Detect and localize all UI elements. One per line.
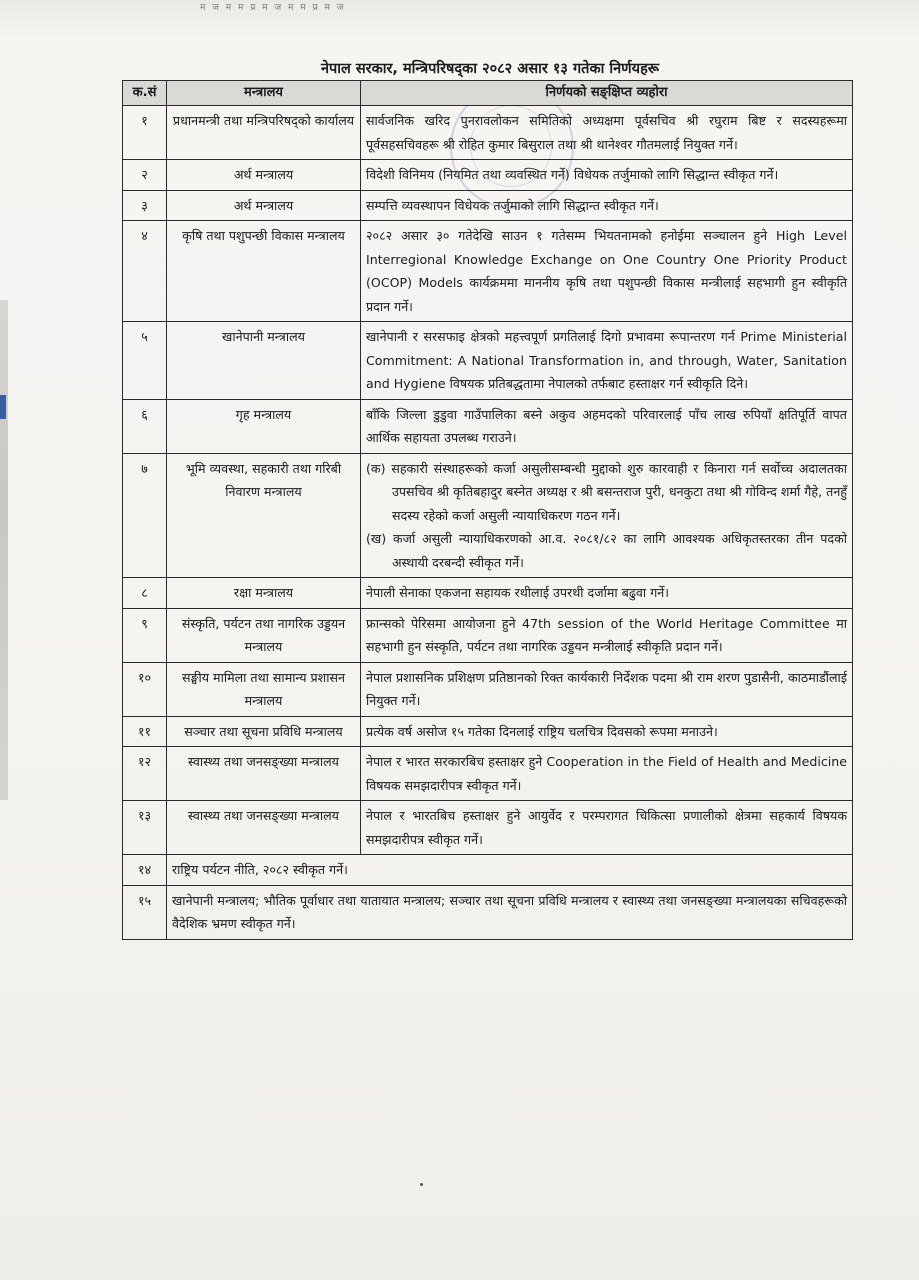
row-decision: नेपाल र भारत सरकारबिच हस्ताक्षर हुने Cooperation in the Field of Health and Medicine विषयक समझदारीपत्र स्वीकृत गर्ने। <box>361 747 853 801</box>
table-row <box>123 716 853 747</box>
row-sn: १ <box>123 106 167 160</box>
row-ministry: स्वास्थ्य तथा जनसङ्ख्या मन्त्रालय <box>167 801 361 855</box>
table-row <box>123 747 853 801</box>
row-ministry: कृषि तथा पशुपन्छी विकास मन्त्रालय <box>167 221 361 322</box>
row-decision: खानेपानी मन्त्रालय; भौतिक पूर्वाधार तथा यातायात मन्त्रालय; सञ्चार तथा सूचना प्रविधि मन्त्रालय र स्वास्थ्य तथा जनसङ्ख्या मन्त्रालयका सचिवहरूको वैदेशिक भ्रमण स्वीकृत गर्ने। <box>167 885 853 939</box>
table-row <box>123 221 853 322</box>
row-decision: नेपाली सेनाका एकजना सहायक रथीलाई उपरथी दर्जामा बढुवा गर्ने। <box>361 578 853 609</box>
row-sn: ११ <box>123 716 167 747</box>
row-sn: १३ <box>123 801 167 855</box>
row-ministry: प्रधानमन्त्री तथा मन्त्रिपरिषद्को कार्यालय <box>167 106 361 160</box>
row-sn: ७ <box>123 453 167 578</box>
row-ministry: भूमि व्यवस्था, सहकारी तथा गरिबी निवारण मन्त्रालय <box>167 453 361 578</box>
row-ministry: खानेपानी मन्त्रालय <box>167 322 361 400</box>
row-decision: खानेपानी र सरसफाइ क्षेत्रको महत्त्वपूर्ण प्रगतिलाई दिगो प्रभावमा रूपान्तरण गर्न Prime Ministerial Commitment: A National Transformation in, and through, Water, Sanitation and Hygiene विषयक प्रतिबद्धतामा नेपालको तर्फबाट हस्ताक्षर गर्न स्वीकृति दिने। <box>361 322 853 400</box>
bleed-through-text: म ज म म प्र म ज म म प्र म ज <box>200 3 346 13</box>
row-decision: प्रत्येक वर्ष असोज १५ गतेका दिनलाई राष्ट्रिय चलचित्र दिवसको रूपमा मनाउने। <box>361 716 853 747</box>
table-row <box>123 662 853 716</box>
row-decision: बाँकि जिल्ला डुडुवा गाउँपालिका बस्ने अकुव अहमदको परिवारलाई पाँच लाख रुपियाँ क्षतिपूर्ति वापत आर्थिक सहायता उपलब्ध गराउने। <box>361 399 853 453</box>
decision-subitem-a: (क) सहकारी संस्थाहरूको कर्जा असुलीसम्बन्धी मुद्दाको शुरु कारवाही र किनारा गर्न सर्वोच्च अदालतका उपसचिव श्री कृतिबहादुर बस्नेत अध्यक्ष र श्री बसन्तराज पुरी, धनकुटा तथा श्री गोविन्द शर्मा गैहे, तनहुँ सदस्य रहेको कर्जा असुली न्यायाधिकरण गठन गर्ने। <box>366 460 847 523</box>
row-sn: ९ <box>123 608 167 662</box>
row-decision: फ्रान्सको पेरिसमा आयोजना हुने 47th session of the World Heritage Committee मा सहभागी हुन संस्कृति, पर्यटन तथा नागरिक उड्डयन मन्त्रीलाई स्वीकृति प्रदान गर्ने। <box>361 608 853 662</box>
row-decision: नेपाल र भारतबिच हस्ताक्षर हुने आयुर्वेद र परम्परागत चिकित्सा प्रणालीको क्षेत्रमा सहकार्य विषयक समझदारीपत्र स्वीकृत गर्ने। <box>361 801 853 855</box>
table-row <box>123 855 853 886</box>
table-row <box>123 885 853 939</box>
row-sn: ८ <box>123 578 167 609</box>
table-header-row <box>123 81 853 106</box>
row-ministry: गृह मन्त्रालय <box>167 399 361 453</box>
table-row <box>123 801 853 855</box>
row-sn: ६ <box>123 399 167 453</box>
row-ministry: सञ्चार तथा सूचना प्रविधि मन्त्रालय <box>167 716 361 747</box>
row-sn: १५ <box>123 885 167 939</box>
row-sn: १० <box>123 662 167 716</box>
table-row <box>123 190 853 221</box>
table-row <box>123 106 853 160</box>
row-sn: १४ <box>123 855 167 886</box>
row-ministry: स्वास्थ्य तथा जनसङ्ख्या मन्त्रालय <box>167 747 361 801</box>
row-ministry: रक्षा मन्त्रालय <box>167 578 361 609</box>
header-decision: निर्णयको सङ्क्षिप्त व्यहोरा <box>361 81 853 106</box>
row-sn: ३ <box>123 190 167 221</box>
header-sn: क.सं <box>123 81 167 106</box>
row-sn: १२ <box>123 747 167 801</box>
row-ministry: सङ्घीय मामिला तथा सामान्य प्रशासन मन्त्रालय <box>167 662 361 716</box>
row-decision: २०८२ असार ३० गतेदेखि साउन १ गतेसम्म भियतनामको हनोईमा सञ्चालन हुने High Level Interregional Knowledge Exchange on One Country One Priority Product (OCOP) Models कार्यक्रममा माननीय कृषि तथा पशुपन्छी विकास मन्त्रीलाई सहभागी हुन स्वीकृति प्रदान गर्ने। <box>361 221 853 322</box>
row-sn: २ <box>123 160 167 191</box>
row-decision <box>361 453 853 578</box>
paper-speck <box>420 1183 423 1186</box>
edge-mark <box>0 395 6 419</box>
decisions-table <box>122 80 853 940</box>
document-title: नेपाल सरकार, मन्त्रिपरिषद्का २०८२ असार १३ गतेका निर्णयहरू <box>320 61 660 77</box>
row-decision: सम्पत्ति व्यवस्थापन विधेयक तर्जुमाको लागि सिद्धान्त स्वीकृत गर्ने। <box>361 190 853 221</box>
table-row <box>123 453 853 578</box>
row-decision: विदेशी विनिमय (नियमित तथा व्यवस्थित गर्ने) विधेयक तर्जुमाको लागि सिद्धान्त स्वीकृत गर्ने। <box>361 160 853 191</box>
row-ministry: अर्थ मन्त्रालय <box>167 190 361 221</box>
row-ministry: संस्कृति, पर्यटन तथा नागरिक उड्डयन मन्त्रालय <box>167 608 361 662</box>
row-sn: ४ <box>123 221 167 322</box>
row-sn: ५ <box>123 322 167 400</box>
decision-subitem-b: (ख) कर्जा असुली न्यायाधिकरणको आ.व. २०८१/८२ का लागि आवश्यक अधिकृतस्तरका तीन पदको अस्थायी दरबन्दी स्वीकृत गर्ने। <box>366 531 847 570</box>
table-row <box>123 399 853 453</box>
row-decision: नेपाल प्रशासनिक प्रशिक्षण प्रतिष्ठानको रिक्त कार्यकारी निर्देशक पदमा श्री राम शरण पुडासैनी, काठमाडौंलाई नियुक्त गर्ने। <box>361 662 853 716</box>
table-row <box>123 578 853 609</box>
row-decision: सार्वजनिक खरिद पुनरावलोकन समितिको अध्यक्षमा पूर्वसचिव श्री रघुराम बिष्ट र सदस्यहरूमा पूर्वसहसचिवहरू श्री रोहित कुमार बिसुराल तथा श्री थानेश्वर गौतमलाई नियुक्त गर्ने। <box>361 106 853 160</box>
table-row <box>123 608 853 662</box>
page-edge-shadow <box>0 300 8 800</box>
header-ministry: मन्त्रालय <box>167 81 361 106</box>
row-decision: राष्ट्रिय पर्यटन नीति, २०८२ स्वीकृत गर्ने। <box>167 855 853 886</box>
table-row <box>123 160 853 191</box>
table-row <box>123 322 853 400</box>
row-ministry: अर्थ मन्त्रालय <box>167 160 361 191</box>
